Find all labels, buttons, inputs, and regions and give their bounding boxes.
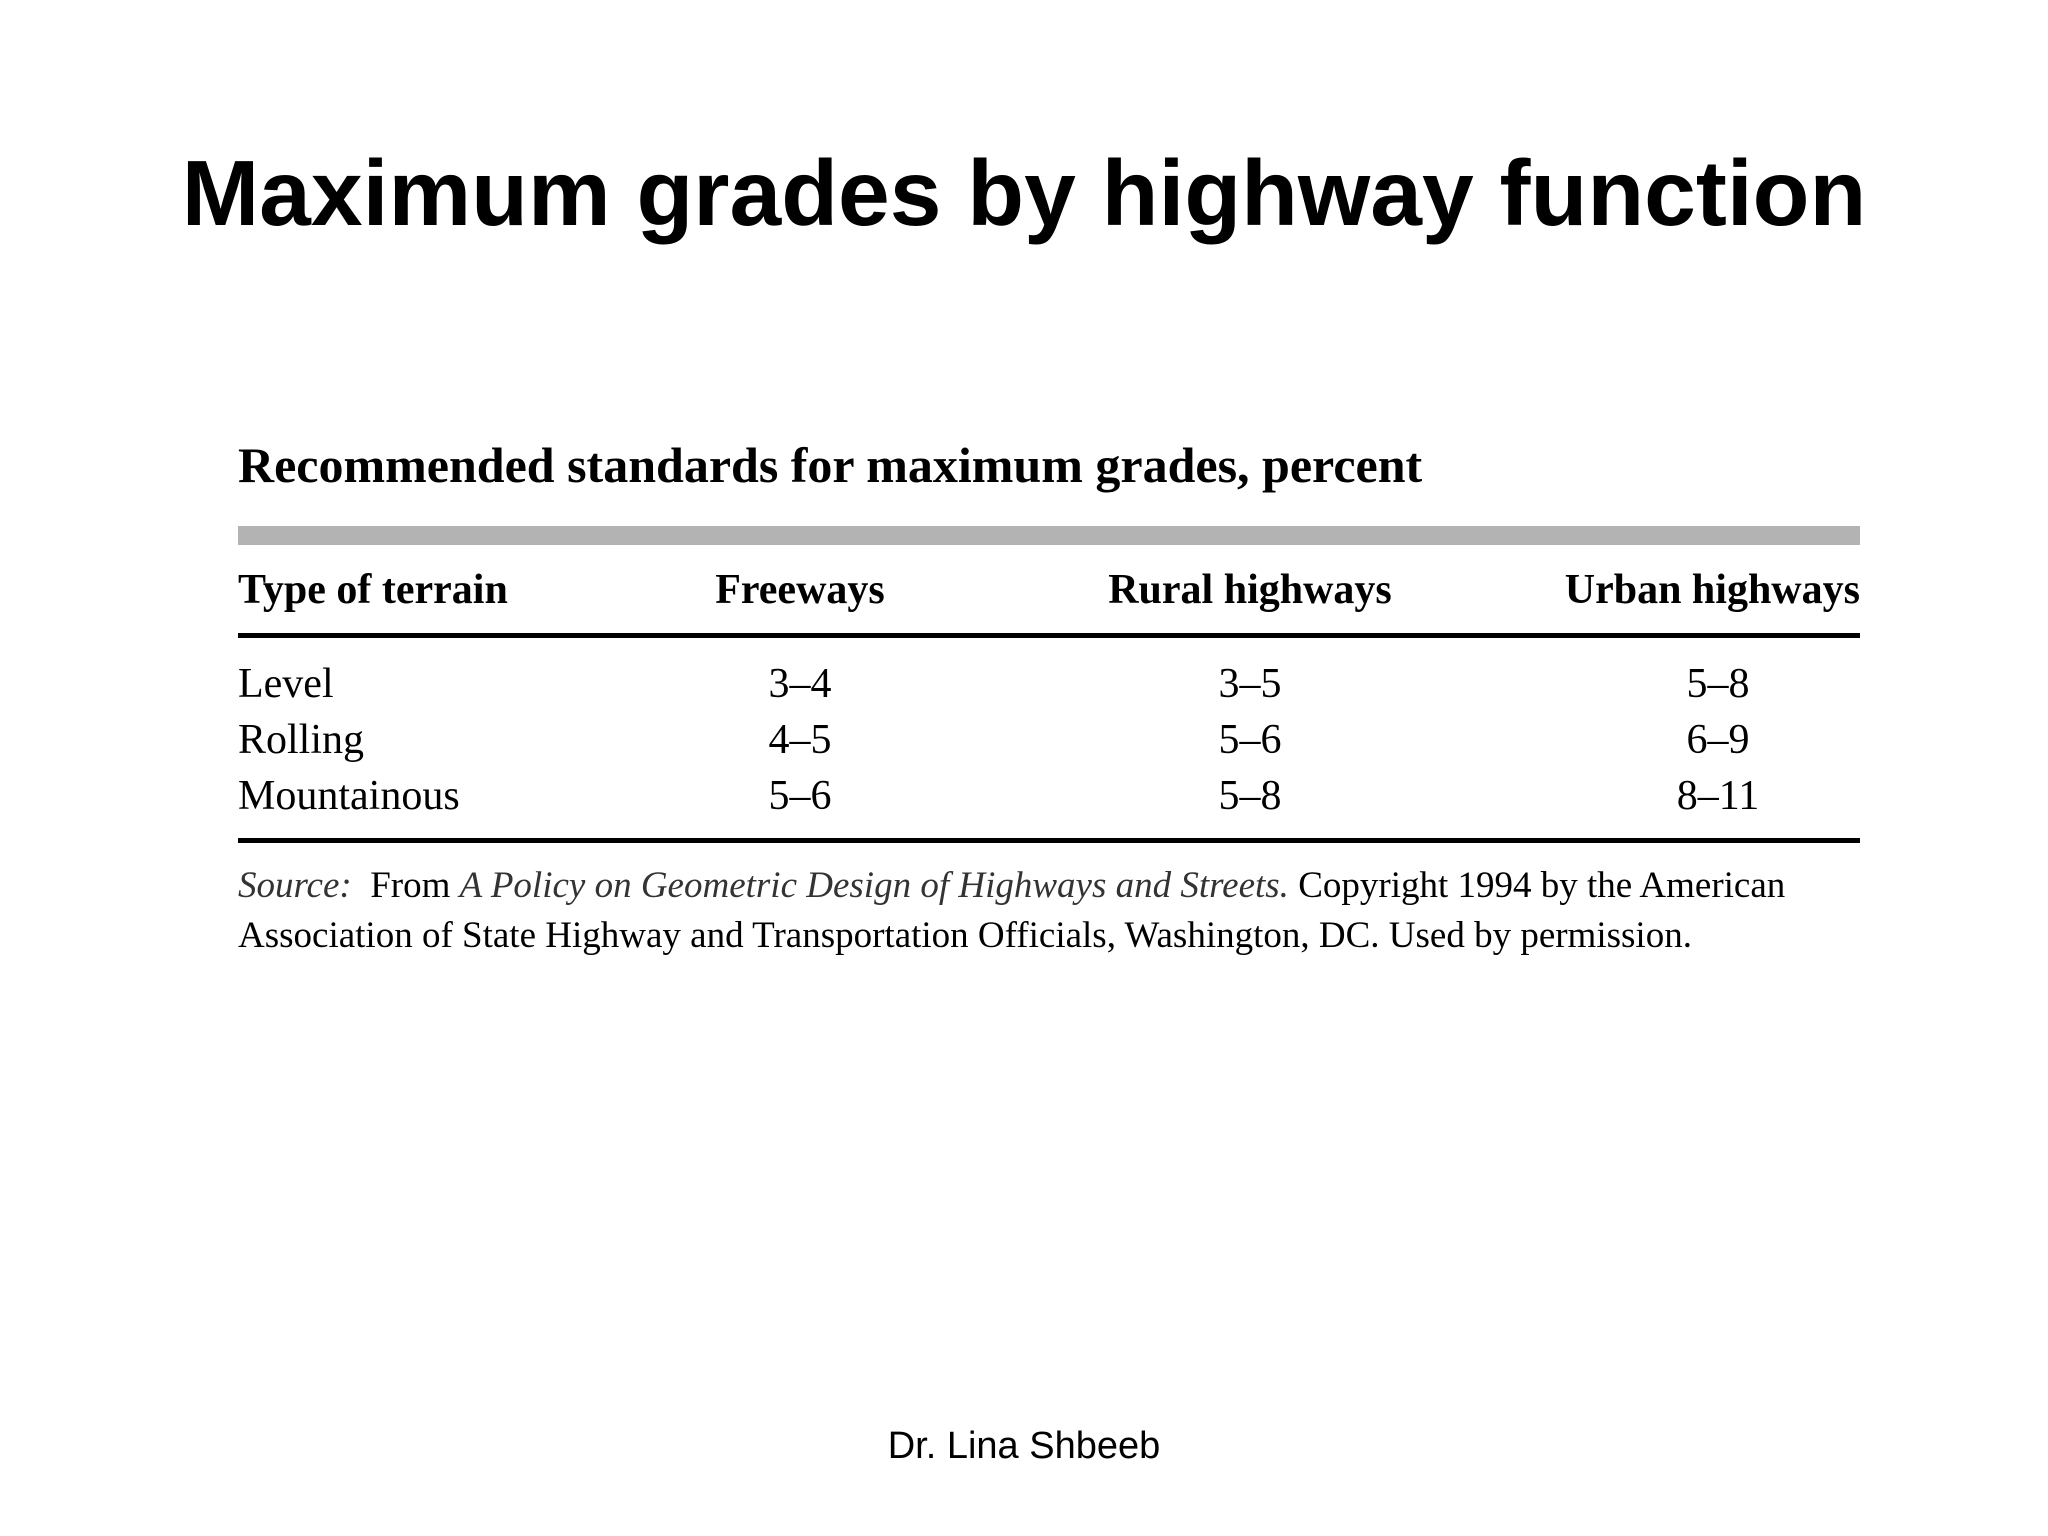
rural-cell: 5–8 — [1218, 773, 1282, 819]
source-text: Copyright 1994 by the American Association of State Highway and Transportation Officials, Washington, DC. Used by permission. — [238, 865, 1786, 956]
freeways-cell: 5–6 — [768, 773, 832, 819]
terrain-cell: Rolling — [238, 717, 365, 763]
column-header-terrain: Type of terrain — [238, 567, 508, 613]
table-body — [238, 638, 1860, 838]
table-row — [238, 656, 1860, 712]
source-title: A Policy on Geometric Design of Highways and Streets. — [459, 865, 1289, 906]
rural-cell: 5–6 — [1218, 717, 1282, 763]
table-row — [238, 768, 1860, 824]
bottom-rule — [238, 838, 1860, 843]
urban-cell: 8–11 — [1676, 773, 1760, 819]
column-header-urban: Urban highways — [1564, 567, 1860, 613]
grades-table — [238, 430, 1860, 961]
source-lead: From — [370, 865, 451, 906]
source-note — [238, 861, 1860, 961]
footer-author: Dr. Lina Shbeeb — [887, 1425, 1161, 1467]
table-top-rule — [238, 526, 1860, 545]
source-label: Source: — [238, 865, 352, 906]
rural-cell: 3–5 — [1218, 661, 1282, 707]
urban-cell: 5–8 — [1686, 661, 1750, 707]
column-header-freeways: Freeways — [715, 567, 885, 613]
freeways-cell: 4–5 — [768, 717, 832, 763]
freeways-cell: 3–4 — [768, 661, 832, 707]
terrain-cell: Mountainous — [238, 773, 460, 819]
table-caption: Recommended standards for maximum grades, percent — [238, 437, 1423, 493]
slide-title: Maximum grades by highway function — [181, 141, 1867, 245]
table-header-row — [238, 545, 1860, 633]
column-header-rural: Rural highways — [1108, 567, 1392, 613]
urban-cell: 6–9 — [1686, 717, 1750, 763]
terrain-cell: Level — [238, 661, 334, 707]
table-row — [238, 712, 1860, 768]
